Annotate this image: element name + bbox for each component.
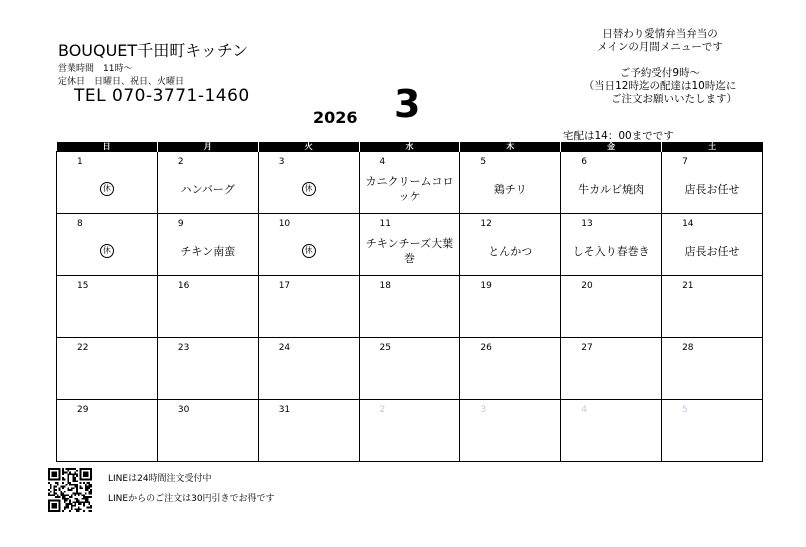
calendar-month: 3	[394, 82, 421, 126]
calendar-week-row	[57, 214, 763, 276]
calendar-day-cell	[57, 338, 158, 400]
day-number: 28	[682, 343, 694, 353]
weekday-header: 火	[258, 142, 359, 152]
notice-line-2: メインの月間メニューです	[597, 41, 723, 53]
day-number: 18	[379, 281, 391, 291]
calendar-day-cell	[258, 400, 359, 462]
line-discount-info: LINEからのご注文は30円引きでお得です	[108, 494, 275, 504]
calendar-day-cell	[662, 338, 763, 400]
closed-day-icon: 休	[100, 244, 114, 258]
menu-item: チキンチーズ大葉巻	[365, 237, 454, 265]
notice-line-5: ご注文お願いいたします）	[611, 93, 737, 105]
day-number: 5	[682, 405, 688, 415]
calendar-day-cell	[359, 214, 460, 276]
closed-day-icon: 休	[302, 182, 316, 196]
calendar-day-cell	[561, 214, 662, 276]
notice-line-1: 日替わり愛情弁当弁当の	[602, 28, 718, 40]
day-number: 31	[278, 405, 291, 415]
menu-item: 店長お任せ	[684, 244, 740, 258]
day-number: 26	[480, 343, 492, 353]
weekday-header: 金	[561, 142, 662, 152]
calendar-day-cell	[662, 214, 763, 276]
calendar-day-cell	[258, 214, 359, 276]
day-number: 20	[581, 281, 593, 291]
day-number: 2	[177, 157, 184, 167]
notice-line-4: （当日12時迄の配達は10時迄に	[583, 80, 737, 92]
calendar-day-cell	[460, 400, 561, 462]
calendar-day-cell	[460, 214, 561, 276]
day-number: 8	[77, 219, 83, 229]
day-number: 12	[480, 219, 492, 229]
line-order-info: LINEは24時間注文受付中	[108, 474, 212, 484]
calendar-day-cell	[460, 276, 561, 338]
menu-item: カニクリームコロッケ	[365, 175, 454, 203]
calendar-day-cell	[561, 276, 662, 338]
calendar-day-cell	[157, 400, 258, 462]
day-number: 10	[278, 219, 291, 229]
calendar-day-cell	[460, 338, 561, 400]
calendar-day-cell	[258, 152, 359, 214]
calendar-day-cell	[57, 152, 158, 214]
calendar-day-cell	[258, 276, 359, 338]
day-number: 19	[480, 281, 492, 291]
menu-item: 店長お任せ	[684, 182, 740, 196]
day-number: 22	[77, 343, 89, 353]
weekday-header: 日	[57, 142, 158, 152]
closed-day-mark	[259, 170, 359, 208]
day-number: 23	[177, 343, 190, 353]
calendar-day-cell	[57, 214, 158, 276]
day-number: 4	[581, 405, 587, 415]
menu-item: とんかつ	[488, 244, 533, 258]
day-number: 3	[480, 405, 487, 415]
calendar-day-cell	[258, 338, 359, 400]
calendar-day-cell	[157, 276, 258, 338]
calendar-day-cell	[662, 400, 763, 462]
notice-line-3: ご予約受付9時～	[619, 67, 701, 79]
business-hours: 営業時間 11時～	[58, 64, 133, 74]
calendar-week-row	[57, 400, 763, 462]
closed-day-mark	[57, 232, 157, 270]
calendar-day-cell	[359, 276, 460, 338]
calendar-day-cell	[359, 338, 460, 400]
day-number: 11	[379, 219, 391, 229]
day-number: 13	[581, 219, 593, 229]
calendar-day-cell	[460, 152, 561, 214]
menu-notice	[560, 28, 760, 106]
weekday-header: 月	[157, 142, 258, 152]
day-number: 25	[379, 343, 391, 353]
day-number: 9	[177, 219, 184, 229]
day-number: 21	[682, 281, 694, 291]
day-number: 2	[379, 405, 386, 415]
calendar-day-cell	[662, 152, 763, 214]
telephone-number: TEL 070-3771-1460	[74, 86, 250, 106]
day-number: 14	[682, 219, 694, 229]
day-number: 1	[77, 157, 83, 167]
calendar-week-row	[57, 152, 763, 214]
menu-item: 牛カルビ焼肉	[578, 182, 645, 196]
menu-item: 鶏チリ	[493, 182, 527, 196]
day-number: 7	[682, 157, 688, 167]
delivery-note: 宅配は14：00までです	[563, 130, 674, 142]
calendar-day-cell	[561, 152, 662, 214]
calendar-day-cell	[561, 338, 662, 400]
day-number: 5	[480, 157, 487, 167]
calendar-day-cell	[157, 152, 258, 214]
calendar-day-cell	[561, 400, 662, 462]
day-number: 3	[278, 157, 285, 167]
calendar-day-cell	[157, 214, 258, 276]
calendar-week-row	[57, 338, 763, 400]
day-number: 17	[278, 281, 291, 291]
weekday-header: 木	[460, 142, 561, 152]
day-number: 6	[581, 157, 587, 167]
weekday-header: 水	[359, 142, 460, 152]
day-number: 15	[77, 281, 89, 291]
calendar-day-cell	[157, 338, 258, 400]
day-number: 27	[581, 343, 593, 353]
closed-day-mark	[259, 232, 359, 270]
closed-days: 定休日 日曜日、祝日、火曜日	[58, 77, 185, 87]
day-number: 30	[177, 405, 190, 415]
calendar-day-cell	[662, 276, 763, 338]
calendar-day-cell	[359, 400, 460, 462]
calendar-week-row	[57, 276, 763, 338]
weekday-header: 土	[662, 142, 763, 152]
closed-day-mark	[57, 170, 157, 208]
day-number: 29	[77, 405, 89, 415]
line-qr-code	[48, 468, 92, 512]
closed-day-icon: 休	[302, 244, 316, 258]
day-number: 16	[177, 281, 190, 291]
calendar-year: 2026	[313, 108, 358, 127]
day-number: 4	[379, 157, 386, 167]
calendar-day-cell	[57, 276, 158, 338]
shop-name: BOUQUET千田町キッチン	[58, 41, 249, 60]
menu-item: チキン南蛮	[180, 244, 236, 258]
calendar-day-cell	[359, 152, 460, 214]
closed-day-icon: 休	[100, 182, 114, 196]
calendar-day-cell	[57, 400, 158, 462]
weekday-header-row	[57, 142, 763, 152]
menu-item: しそ入り春巻き	[572, 244, 650, 258]
menu-calendar	[56, 142, 763, 462]
day-number: 24	[278, 343, 291, 353]
menu-item: ハンバーグ	[180, 182, 235, 196]
